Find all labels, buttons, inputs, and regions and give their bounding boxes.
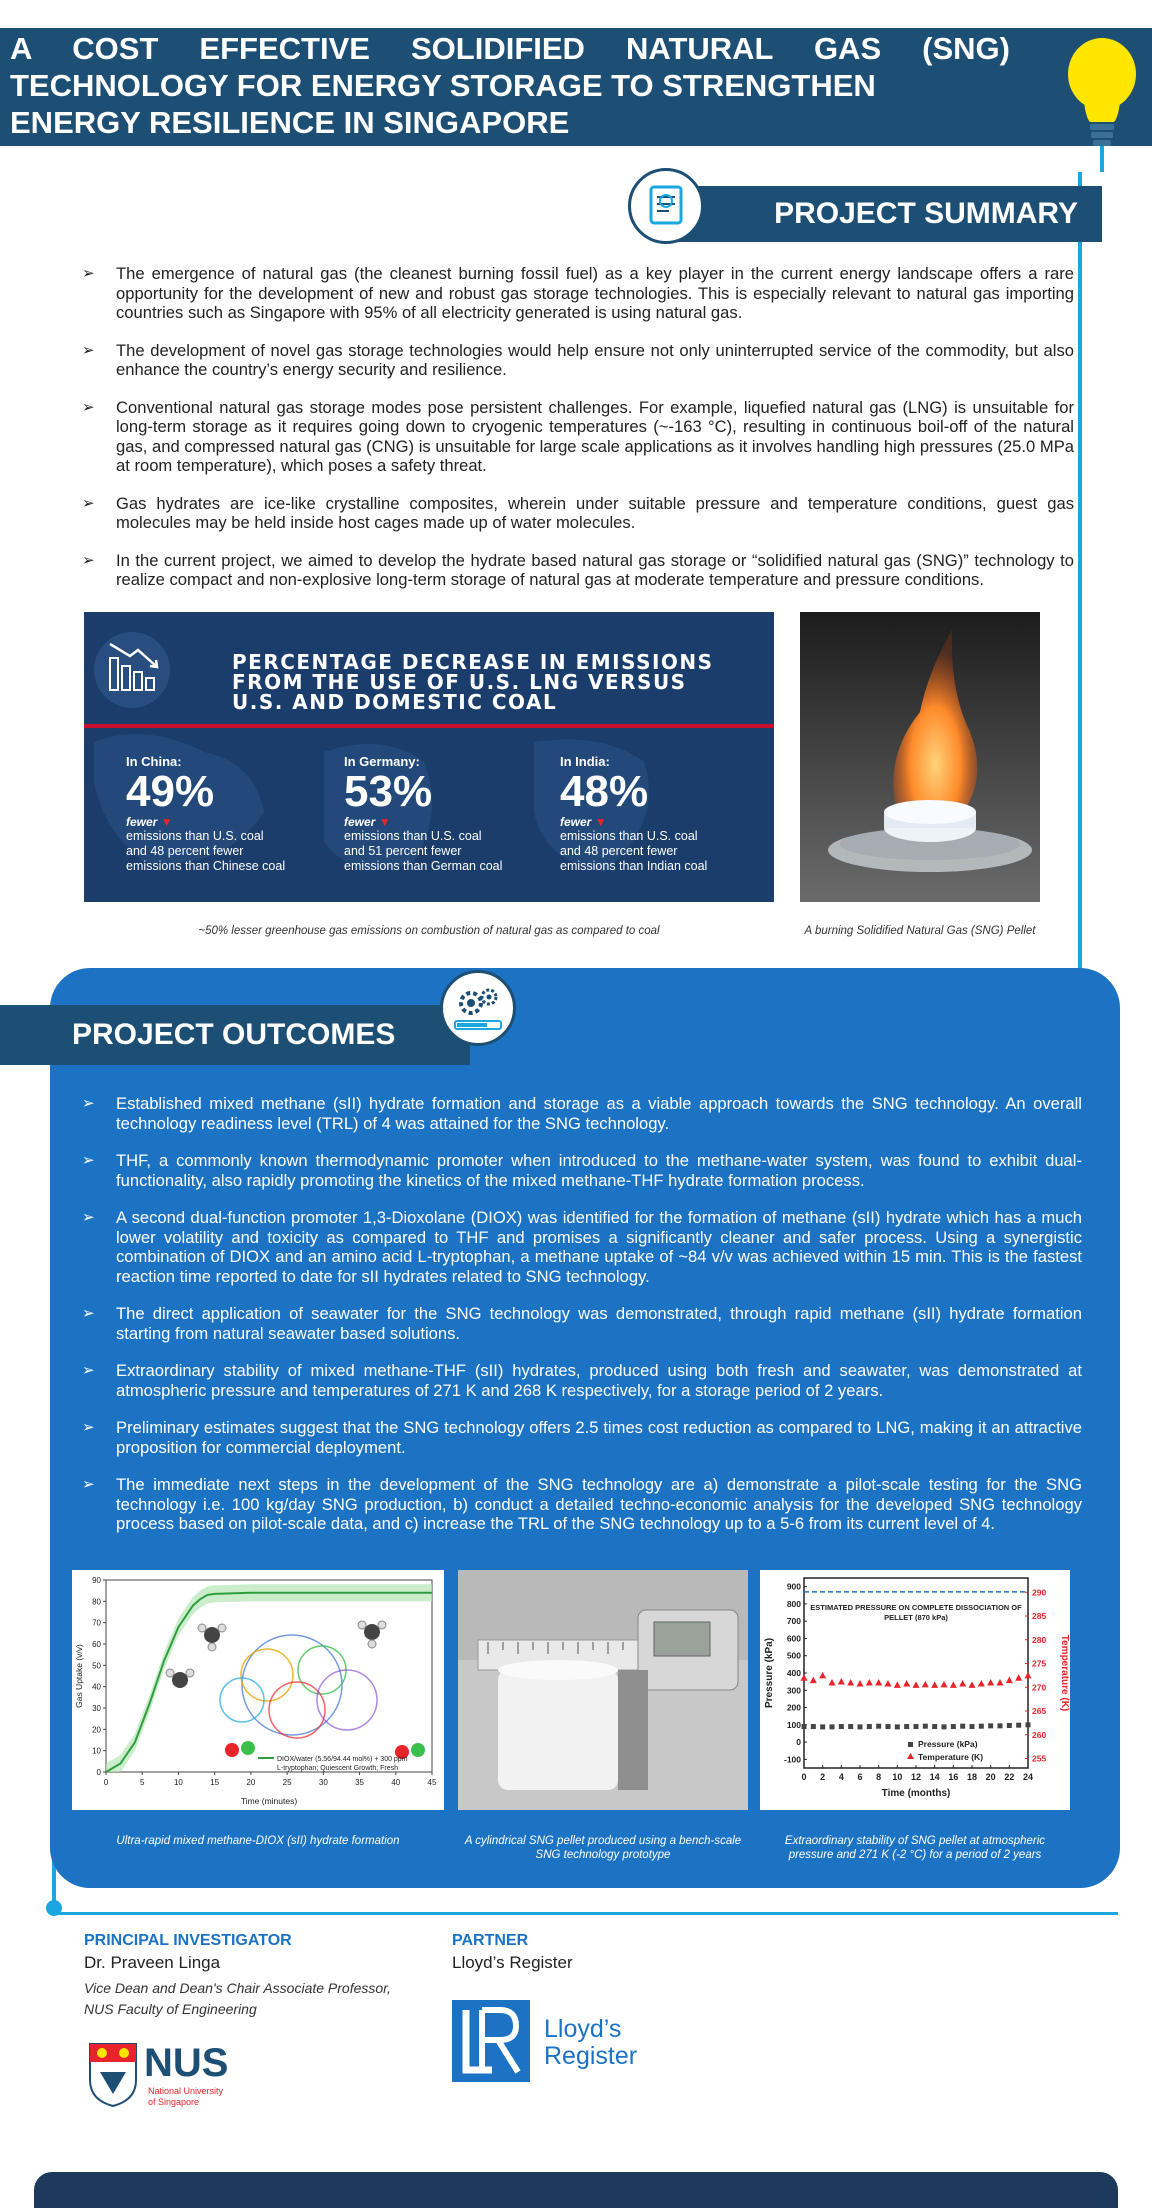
x-tick-label: 15 (210, 1778, 220, 1787)
summary-icon-circle (628, 168, 704, 244)
pressure-point (942, 1724, 947, 1729)
temperature-point (922, 1681, 929, 1688)
pressure-point (886, 1724, 891, 1729)
sng-pellet-prototype-photo (458, 1570, 748, 1810)
pressure-point (904, 1724, 909, 1729)
pressure-point (858, 1724, 863, 1729)
temperature-point (978, 1680, 985, 1687)
country-note: emissions than Indian coal (560, 859, 708, 873)
temperature-point (997, 1679, 1004, 1686)
nus-logo-subtext: of Singapore (148, 2097, 200, 2107)
temperature-point (987, 1679, 994, 1686)
pressure-point (848, 1724, 853, 1729)
pressure-point (998, 1723, 1003, 1728)
y-tick-label: 100 (786, 1719, 801, 1730)
gears-icon (443, 973, 513, 1043)
pressure-point (802, 1724, 807, 1729)
x-axis-label: Time (months) (881, 1788, 951, 1799)
infographic-heading-line: PERCENTAGE DECREASE IN EMISSIONS (232, 650, 714, 674)
y2-axis-label: Temperature (K) (1059, 1634, 1070, 1712)
title-line-2: TECHNOLOGY FOR ENERGY STORAGE TO STRENGTHEN (10, 68, 876, 103)
y2-tick-label: 260 (1032, 1729, 1047, 1740)
series-error-band (106, 1584, 432, 1772)
page-title (10, 30, 1050, 141)
pressure-point (951, 1724, 956, 1729)
y-tick-label: 40 (92, 1682, 101, 1692)
pressure-point (820, 1724, 825, 1729)
pressure-point (923, 1724, 928, 1729)
infographic-caption: ~50% lesser greenhouse gas emissions on combustion of natural gas as compared to coal (198, 925, 660, 937)
pressure-point (895, 1724, 900, 1729)
lr-monogram-icon (452, 2000, 530, 2082)
y-tick-label: 0 (796, 1737, 801, 1748)
y-tick-label: 200 (786, 1702, 801, 1713)
temperature-point (810, 1677, 817, 1684)
bar-chart-down-icon (102, 634, 166, 698)
burning-pellet-image (800, 612, 1040, 902)
fewer-label: fewer (344, 815, 376, 829)
y-tick-label: 30 (92, 1704, 101, 1713)
temperature-point (959, 1680, 966, 1687)
x-tick-label: 25 (282, 1778, 292, 1787)
country-percent: 48% (560, 767, 649, 816)
x-tick-label: 20 (246, 1778, 256, 1787)
chart-annotation: PELLET (870 kPa) (884, 1612, 948, 1622)
x-tick-label: 0 (801, 1772, 807, 1782)
investigator-role (84, 1978, 391, 2020)
pellet-photo-caption: A burning Solidified Natural Gas (SNG) Pellet (804, 925, 1036, 937)
y-tick-label: 50 (92, 1661, 101, 1671)
temperature-point (829, 1679, 836, 1686)
y-tick-label: -100 (783, 1754, 801, 1765)
x-tick-label: 22 (1004, 1772, 1015, 1782)
pressure-point (979, 1724, 984, 1729)
x-tick-label: 12 (910, 1772, 922, 1782)
y-tick-label: 800 (786, 1598, 801, 1609)
down-arrow-icon: ▼ (160, 815, 173, 829)
outcome-bullet: ➢ Established mixed methane (sII) hydrate formation and storage as a viable approach towards the SNG technology. An overall technology readiness level (TRL) of 4 was attained for the SNG technology. (82, 1094, 1082, 1133)
y-tick-label: 500 (786, 1650, 801, 1661)
emissions-infographic (84, 612, 774, 902)
x-tick-label: 8 (876, 1772, 882, 1782)
hydrate-cage-illustration (166, 1621, 425, 1759)
y2-tick-label: 255 (1032, 1753, 1047, 1764)
y2-tick-label: 280 (1032, 1634, 1047, 1645)
divider-line (54, 1912, 1118, 1915)
lightbulb-icon (1062, 22, 1142, 172)
y-tick-label: 60 (92, 1640, 101, 1649)
temperature-point (1025, 1672, 1032, 1679)
pressure-point (1026, 1722, 1031, 1727)
temperature-point (903, 1680, 910, 1687)
y-tick-label: 90 (92, 1576, 101, 1585)
down-arrow-icon: ▼ (594, 815, 607, 829)
pressure-point (1007, 1723, 1012, 1728)
chart-annotation: ESTIMATED PRESSURE ON COMPLETE DISSOCIATION OF (810, 1602, 1022, 1612)
summary-bullet: ➢ Conventional natural gas storage modes pose persistent challenges. For example, liquefied natural gas (LNG) is unsuitable for long-term storage as it requires going down to cryogenic temperatures (~-163 °C), resulting in continuous boil-off of the natural gas, and compressed natural gas (CNG) is unsuitable for large scale applications as it involves handling high pressures (25.0 MPa at room temperature), which poses a safety threat. (82, 398, 1074, 476)
summary-bullet: ➢ The emergence of natural gas (the cleanest burning fossil fuel) as a key player in the current energy landscape offers a rare opportunity for the development of new and robust gas storage technologies. This is especially relevant to natural gas importing countries such as Singapore with 95% of all electricity generated is using natural gas. (82, 264, 1074, 323)
x-tick-label: 2 (820, 1772, 826, 1782)
lloyds-register-logo (452, 2000, 652, 2090)
outcomes-icon-circle (440, 970, 516, 1046)
temperature-point (875, 1679, 882, 1686)
outcome-bullet: ➢ Extraordinary stability of mixed methane-THF (sII) hydrates, produced using both fresh and seawater, was demonstrated at atmospheric pressure and temperatures of 271 K and 268 K respectively, for a storage period of 2 years. (82, 1361, 1082, 1400)
x-tick-label: 20 (985, 1772, 996, 1782)
document-gear-icon (631, 171, 701, 241)
infographic-heading-line: FROM THE USE OF U.S. LNG VERSUS (232, 670, 687, 694)
legend-label: Pressure (kPa) (918, 1739, 978, 1749)
country-note: and 48 percent fewer (126, 844, 244, 858)
outcome-bullet: ➢ A second dual-function promoter 1,3-Dioxolane (DIOX) was identified for the formation of methane (sII) hydrate which has a much lower volatility and toxicity as compared to THF and promises a significantly cleaner and safer process. Using a synergistic combination of DIOX and an amino acid L-tryptophan, a methane uptake of ~84 v/v was achieved within 15 min. This is the fastest reaction time reported to date for sII hydrates related to SNG technology. (82, 1208, 1082, 1286)
y-tick-label: 300 (786, 1685, 801, 1696)
caption-line: pressure and 271 K (-2 °C) for a period of 2 years (788, 1849, 1042, 1861)
legend-swatch (908, 1742, 913, 1747)
temperature-point (941, 1681, 948, 1688)
y-tick-label: 900 (786, 1581, 801, 1592)
temperature-point (913, 1681, 920, 1688)
country-note: emissions than U.S. coal (126, 829, 264, 843)
x-tick-label: 45 (427, 1778, 437, 1787)
x-tick-label: 35 (355, 1778, 365, 1787)
legend-swatch (907, 1753, 914, 1759)
y-tick-label: 20 (92, 1725, 101, 1735)
outcomes-bullets (82, 1094, 1082, 1552)
caption-line: SNG technology prototype (535, 1849, 671, 1861)
country-name: In India: (560, 754, 610, 769)
x-axis-label: Time (minutes) (240, 1796, 298, 1806)
country-percent: 49% (126, 767, 215, 816)
lr-logo-text: Register (544, 2042, 638, 2070)
country-note: and 48 percent fewer (560, 844, 678, 858)
pressure-point (970, 1724, 975, 1729)
gas-uptake-caption: Ultra-rapid mixed methane-DIOX (sII) hydrate formation (116, 1835, 400, 1847)
nus-logo-subtext: National University (148, 2086, 224, 2096)
y-axis-label: Pressure (kPa) (764, 1637, 775, 1709)
stability-figure (760, 1570, 1070, 1810)
pressure-point (988, 1723, 993, 1728)
lr-logo-text: Lloyd’s (544, 2015, 622, 2043)
pressure-point (839, 1724, 844, 1729)
country-note: emissions than U.S. coal (344, 829, 482, 843)
infographic-heading-line: U.S. AND DOMESTIC COAL (232, 690, 558, 714)
country-percent: 53% (344, 767, 433, 816)
country-stat-germany (344, 754, 534, 874)
temperature-point (969, 1681, 976, 1688)
x-tick-label: 24 (1022, 1772, 1034, 1782)
partner-name: Lloyd’s Register (452, 1953, 573, 1972)
x-tick-label: 40 (391, 1778, 401, 1787)
outcomes-heading: PROJECT OUTCOMES (0, 1005, 470, 1065)
investigator-name: Dr. Praveen Linga (84, 1953, 221, 1972)
x-tick-label: 5 (139, 1778, 145, 1787)
fewer-label: fewer (126, 815, 158, 829)
caption-line: A cylindrical SNG pellet produced using a bench-scale (464, 1835, 742, 1847)
country-stat-india (560, 754, 750, 874)
outcome-bullet: ➢ The direct application of seawater for the SNG technology was demonstrated, through rapid methane (sII) hydrate formation starting from natural seawater based solutions. (82, 1304, 1082, 1343)
gas-uptake-figure (72, 1570, 444, 1810)
pressure-point (876, 1724, 881, 1729)
down-arrow-icon: ▼ (378, 815, 391, 829)
pressure-point (1016, 1723, 1021, 1728)
temperature-point (950, 1681, 957, 1688)
country-note: emissions than Chinese coal (126, 859, 286, 873)
fewer-label: fewer (560, 815, 592, 829)
country-name: In Germany: (344, 754, 420, 769)
summary-bullet: ➢ The development of novel gas storage technologies would help ensure not only uninterrupted service of the commodity, but also enhance the country’s energy security and resilience. (82, 341, 1074, 380)
country-note: emissions than U.S. coal (560, 829, 698, 843)
outcome-bullet: ➢ THF, a commonly known thermodynamic promoter when introduced to the methane-water system, was found to exhibit dual-functionality, also rapidly promoting the kinetics of the mixed methane-THF hydrate formation process. (82, 1151, 1082, 1190)
temperature-point (1015, 1674, 1022, 1681)
country-note: and 51 percent fewer (344, 844, 462, 858)
summary-bullets (82, 264, 1074, 608)
x-tick-label: 30 (318, 1778, 328, 1787)
burning-pellet-photo (800, 612, 1040, 902)
title-line-3: ENERGY RESILIENCE IN SINGAPORE (10, 105, 570, 140)
temperature-point (894, 1681, 901, 1688)
legend-label: DIOX/water (5.56/94.44 mol%) + 300 ppm (277, 1756, 408, 1763)
y2-tick-label: 290 (1032, 1587, 1047, 1598)
y-tick-label: 80 (92, 1597, 101, 1607)
y-tick-label: 600 (786, 1633, 801, 1644)
nus-logo-text: NUS (144, 2041, 229, 2085)
nus-crest-icon (88, 2042, 138, 2108)
title-line-1: A COST EFFECTIVE SOLIDIFIED NATURAL GAS (SNG) (10, 31, 1010, 66)
temperature-point (847, 1679, 854, 1686)
country-note: emissions than German coal (344, 859, 503, 873)
x-tick-label: 18 (966, 1772, 978, 1782)
caption-line: Extraordinary stability of SNG pellet at atmospheric (784, 1835, 1046, 1847)
gas-uptake-chart (72, 1570, 444, 1810)
footer-bar (34, 2172, 1118, 2208)
temperature-point (1006, 1677, 1013, 1684)
investigator-label: PRINCIPAL INVESTIGATOR (84, 1932, 292, 1949)
infographic-heading (232, 652, 714, 712)
y-tick-label: 70 (92, 1618, 101, 1628)
x-tick-label: 6 (857, 1772, 863, 1782)
pressure-point (914, 1724, 919, 1729)
outcome-bullet: ➢ The immediate next steps in the development of the SNG technology are a) demonstrate a pilot-scale testing for the SNG technology i.e. 100 kg/day SNG production, b) conduct a detailed techno-economic analysis for the developed SNG technology process based on pilot-scale data, and c) increase the TRL of the SNG technology up to a 5-6 from its current level of 4. (82, 1475, 1082, 1534)
summary-bullet: ➢ Gas hydrates are ice-like crystalline composites, wherein under suitable pressure and temperature conditions, guest gas molecules may be held inside host cages made up of water molecules. (82, 494, 1074, 533)
summary-bullet: ➢ In the current project, we aimed to develop the hydrate based natural gas storage or “solidified natural gas (SNG)” technology to realize compact and non-explosive long-term storage of natural gas at moderate temperature and pressure conditions. (82, 551, 1074, 590)
plot-frame (106, 1580, 432, 1772)
temperature-point (819, 1672, 826, 1679)
temperature-point (857, 1680, 864, 1687)
y-tick-label: 10 (92, 1746, 101, 1756)
y-tick-label: 700 (786, 1616, 801, 1627)
nus-logo (88, 2042, 248, 2114)
temperature-point (866, 1679, 873, 1686)
partner-label: PARTNER (452, 1932, 529, 1949)
y2-tick-label: 265 (1032, 1706, 1047, 1716)
pressure-point (932, 1724, 937, 1729)
y-tick-label: 0 (96, 1768, 101, 1777)
legend-label: Temperature (K) (918, 1752, 984, 1762)
summary-heading: PROJECT SUMMARY (660, 186, 1102, 242)
country-stat-china (126, 754, 316, 874)
y-axis-label: Gas Uptake (v/v) (74, 1644, 84, 1708)
pressure-point (830, 1724, 835, 1729)
temperature-point (931, 1681, 938, 1688)
y2-tick-label: 270 (1032, 1682, 1047, 1693)
x-tick-label: 16 (948, 1772, 959, 1782)
y-tick-label: 400 (786, 1668, 801, 1678)
pellet-prototype-caption (450, 1834, 756, 1862)
x-tick-label: 0 (103, 1778, 109, 1787)
y2-tick-label: 275 (1032, 1658, 1047, 1669)
x-tick-label: 10 (892, 1772, 903, 1782)
y2-tick-label: 285 (1032, 1611, 1047, 1621)
stability-caption (760, 1834, 1070, 1862)
temperature-point (885, 1680, 892, 1687)
outcome-bullet: ➢ Preliminary estimates suggest that the SNG technology offers 2.5 times cost reduction as compared to LNG, making it an attractive proposition for commercial deployment. (82, 1418, 1082, 1457)
legend-label: L-tryptophan; Quiescent Growth; Fresh (277, 1765, 398, 1772)
role-line: NUS Faculty of Engineering (84, 2001, 257, 2017)
x-tick-label: 4 (838, 1772, 844, 1782)
pressure-point (811, 1724, 816, 1729)
stability-chart (760, 1570, 1070, 1810)
pressure-point (867, 1724, 872, 1729)
role-line: Vice Dean and Dean's Chair Associate Professor, (84, 1980, 391, 1996)
x-tick-label: 14 (929, 1772, 940, 1782)
pressure-point (960, 1724, 965, 1729)
temperature-point (801, 1674, 808, 1681)
temperature-point (838, 1678, 845, 1685)
x-tick-label: 10 (173, 1778, 183, 1787)
country-name: In China: (126, 754, 182, 769)
sng-pellet-prototype-image (458, 1570, 748, 1810)
